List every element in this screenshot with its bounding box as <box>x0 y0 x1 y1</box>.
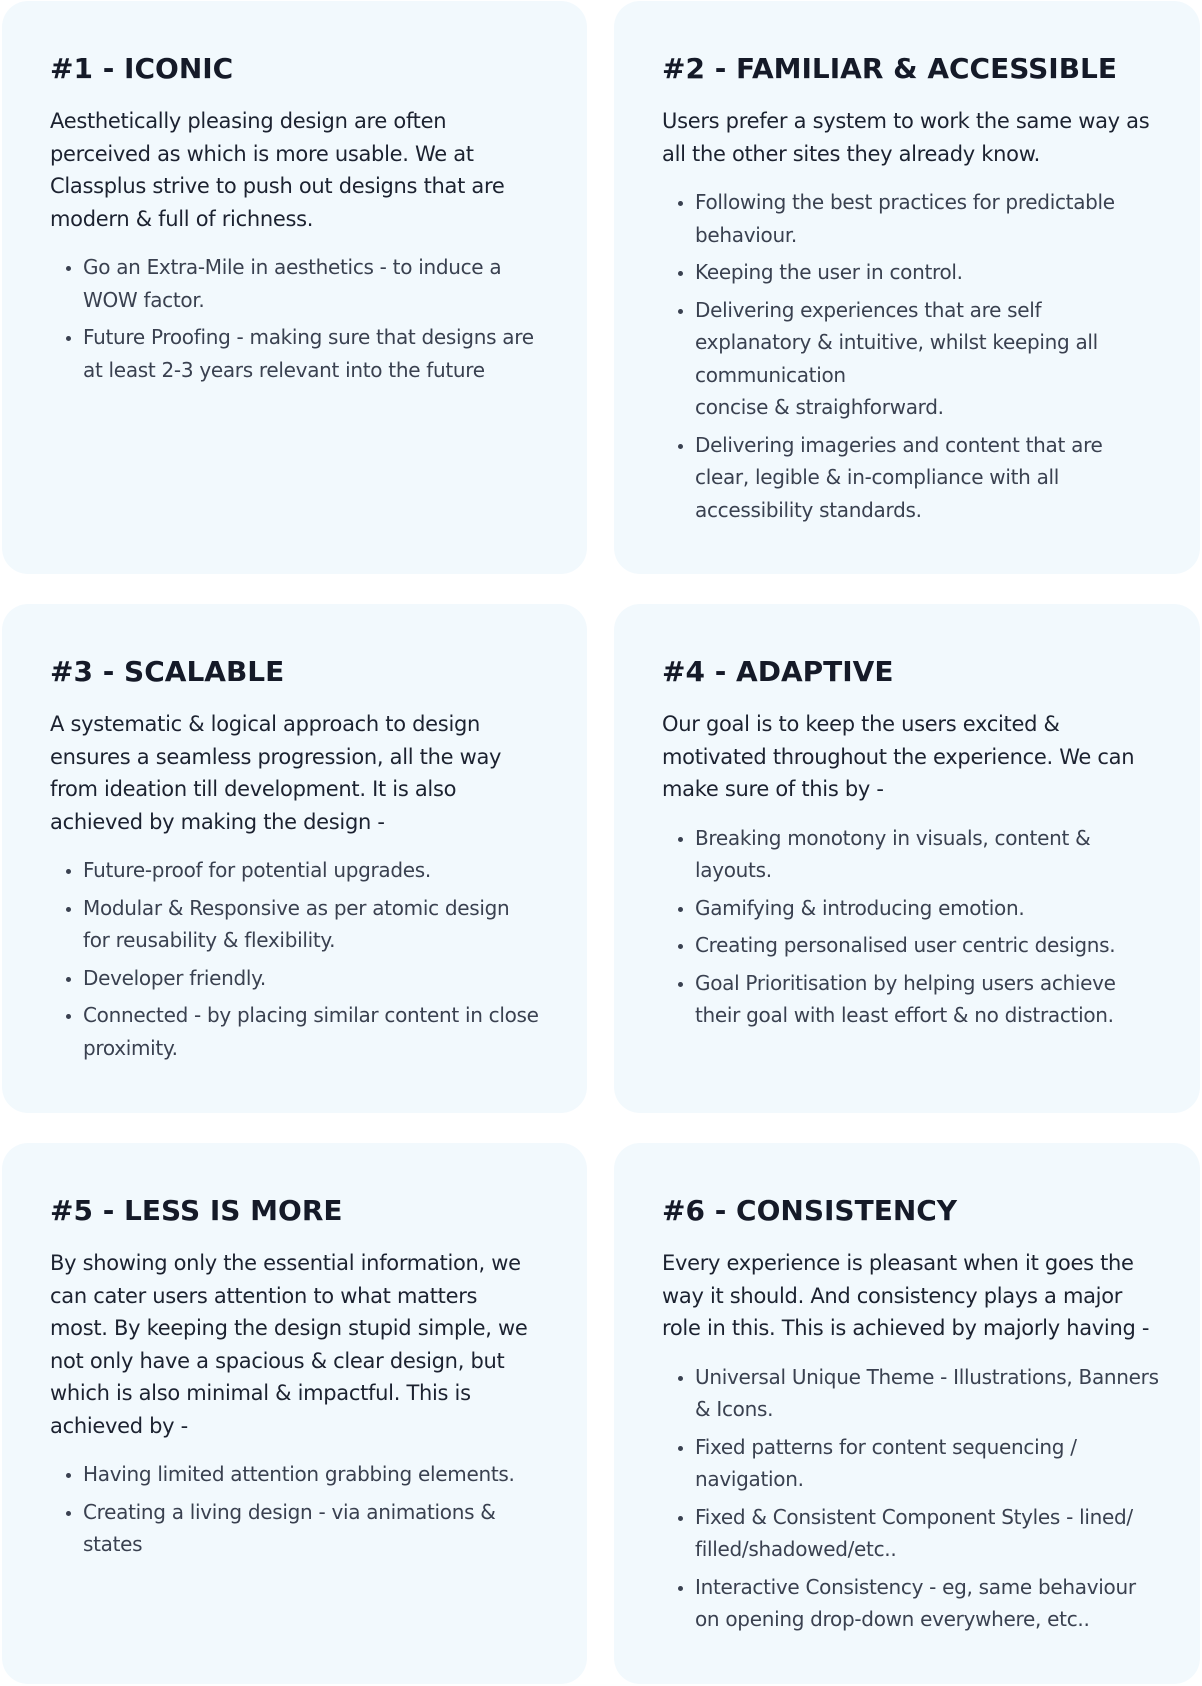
list-item-text: Delivering experiences that are self explanatory & intuitive, whilst keeping all communication concise & straighforward. <box>695 297 1098 419</box>
card-title: #3 - SCALABLE <box>50 655 285 688</box>
card-bullet-list <box>662 186 1152 526</box>
principle-card-consistency <box>614 1143 1200 1684</box>
card-bullet-list <box>662 822 1152 1032</box>
list-item <box>678 429 1152 527</box>
list-item-text: Go an Extra-Mile in aesthetics - to induce a WOW factor. <box>83 255 502 312</box>
bullet-icon <box>678 444 683 449</box>
bullet-icon <box>678 1516 683 1521</box>
bullet-icon <box>66 869 71 874</box>
bullet-icon <box>678 944 683 949</box>
card-intro: Our goal is to keep the users excited & motivated throughout the experience. We can make sure of this by - <box>662 712 1135 801</box>
list-item <box>678 1431 1160 1496</box>
card-bullet-list <box>662 1361 1160 1636</box>
list-item-text: Gamifying & introducing emotion. <box>695 895 1025 920</box>
list-item-text: Connected - by placing similar content in close proximity. <box>83 1003 539 1060</box>
list-item <box>678 294 1152 424</box>
list-item-text: Goal Prioritisation by helping users achieve their goal with least effort & no distraction. <box>695 970 1116 1027</box>
bullet-icon <box>66 977 71 982</box>
principle-card-familiar-accessible <box>614 1 1200 574</box>
bullet-icon <box>66 1511 71 1516</box>
list-item-text: Delivering imageries and content that are clear, legible & in-compliance with all accessibility standards. <box>695 432 1103 522</box>
card-intro: Users prefer a system to work the same way as all the other sites they already know. <box>662 109 1150 166</box>
card-title: #2 - FAMILIAR & ACCESSIBLE <box>662 52 1118 85</box>
card-bullet-list <box>50 251 539 386</box>
card-intro: By showing only the essential information, we can cater users attention to what matters most. By keeping the design stupid simple, we not only have a spacious & clear design, but which is also minimal & impactful. This is achieved by - <box>50 1251 528 1438</box>
list-item <box>678 929 1152 962</box>
bullet-icon <box>66 1473 71 1478</box>
list-item <box>678 967 1152 1032</box>
principle-card-iconic <box>2 1 587 574</box>
principle-card-scalable <box>2 604 587 1113</box>
list-item-text: Fixed & Consistent Component Styles - lined/ filled/shadowed/etc.. <box>695 1504 1133 1561</box>
card-intro: Every experience is pleasant when it goes the way it should. And consistency plays a major role in this. This is achieved by majorly having - <box>662 1251 1150 1340</box>
list-item <box>678 1571 1160 1636</box>
list-item <box>66 892 539 957</box>
bullet-icon <box>678 837 683 842</box>
list-item <box>66 1496 539 1561</box>
list-item <box>66 854 539 887</box>
card-intro: A systematic & logical approach to design ensures a seamless progression, all the way from ideation till development. It is also achieved by making the design - <box>50 712 502 834</box>
list-item-text: Creating a living design - via animations & states <box>83 1499 496 1556</box>
list-item-text: Modular & Responsive as per atomic design for reusability & flexibility. <box>83 895 510 952</box>
principle-card-adaptive <box>614 604 1200 1113</box>
list-item <box>678 1361 1160 1426</box>
bullet-icon <box>66 266 71 271</box>
list-item <box>66 251 539 316</box>
list-item <box>66 962 539 995</box>
list-item <box>66 1458 539 1491</box>
bullet-icon <box>678 907 683 912</box>
card-title: #1 - ICONIC <box>50 52 234 85</box>
bullet-icon <box>678 309 683 314</box>
bullet-icon <box>678 201 683 206</box>
card-intro: Aesthetically pleasing design are often perceived as which is more usable. We at Classplus strive to push out designs that are modern & full of richness. <box>50 109 505 231</box>
bullet-icon <box>66 1014 71 1019</box>
list-item-text: Having limited attention grabbing elements. <box>83 1462 515 1486</box>
card-title: #5 - LESS IS MORE <box>50 1194 343 1227</box>
card-bullet-list <box>50 1458 539 1561</box>
list-item <box>66 999 539 1064</box>
list-item-text: Breaking monotony in visuals, content & layouts. <box>695 825 1091 882</box>
list-item-text: Future-proof for potential upgrades. <box>83 858 431 882</box>
list-item-text: Future Proofing - making sure that designs are at least 2-3 years relevant into the future <box>83 325 534 382</box>
list-item-text: Developer friendly. <box>83 965 266 990</box>
list-item-text: Interactive Consistency - eg, same behaviour on opening drop-down everywhere, etc.. <box>695 1574 1136 1631</box>
bullet-icon <box>678 271 683 276</box>
list-item-text: Following the best practices for predictable behaviour. <box>695 190 1115 247</box>
bullet-icon <box>678 1376 683 1381</box>
bullet-icon <box>66 336 71 341</box>
list-item <box>678 256 1152 289</box>
list-item-text: Keeping the user in control. <box>695 260 963 284</box>
list-item <box>678 822 1152 887</box>
list-item-text: Universal Unique Theme - Illustrations, Banners & Icons. <box>695 1364 1159 1421</box>
bullet-icon <box>678 1586 683 1591</box>
list-item-text: Creating personalised user centric designs. <box>695 933 1116 957</box>
card-title: #6 - CONSISTENCY <box>662 1194 958 1227</box>
principle-card-less-is-more <box>2 1143 587 1684</box>
card-bullet-list <box>50 854 539 1064</box>
card-title: #4 - ADAPTIVE <box>662 655 894 688</box>
list-item <box>678 1501 1160 1566</box>
bullet-icon <box>66 907 71 912</box>
list-item <box>66 321 539 386</box>
bullet-icon <box>678 982 683 987</box>
bullet-icon <box>678 1446 683 1451</box>
list-item <box>678 186 1152 251</box>
list-item <box>678 892 1152 925</box>
list-item-text: Fixed patterns for content sequencing / navigation. <box>695 1434 1077 1491</box>
